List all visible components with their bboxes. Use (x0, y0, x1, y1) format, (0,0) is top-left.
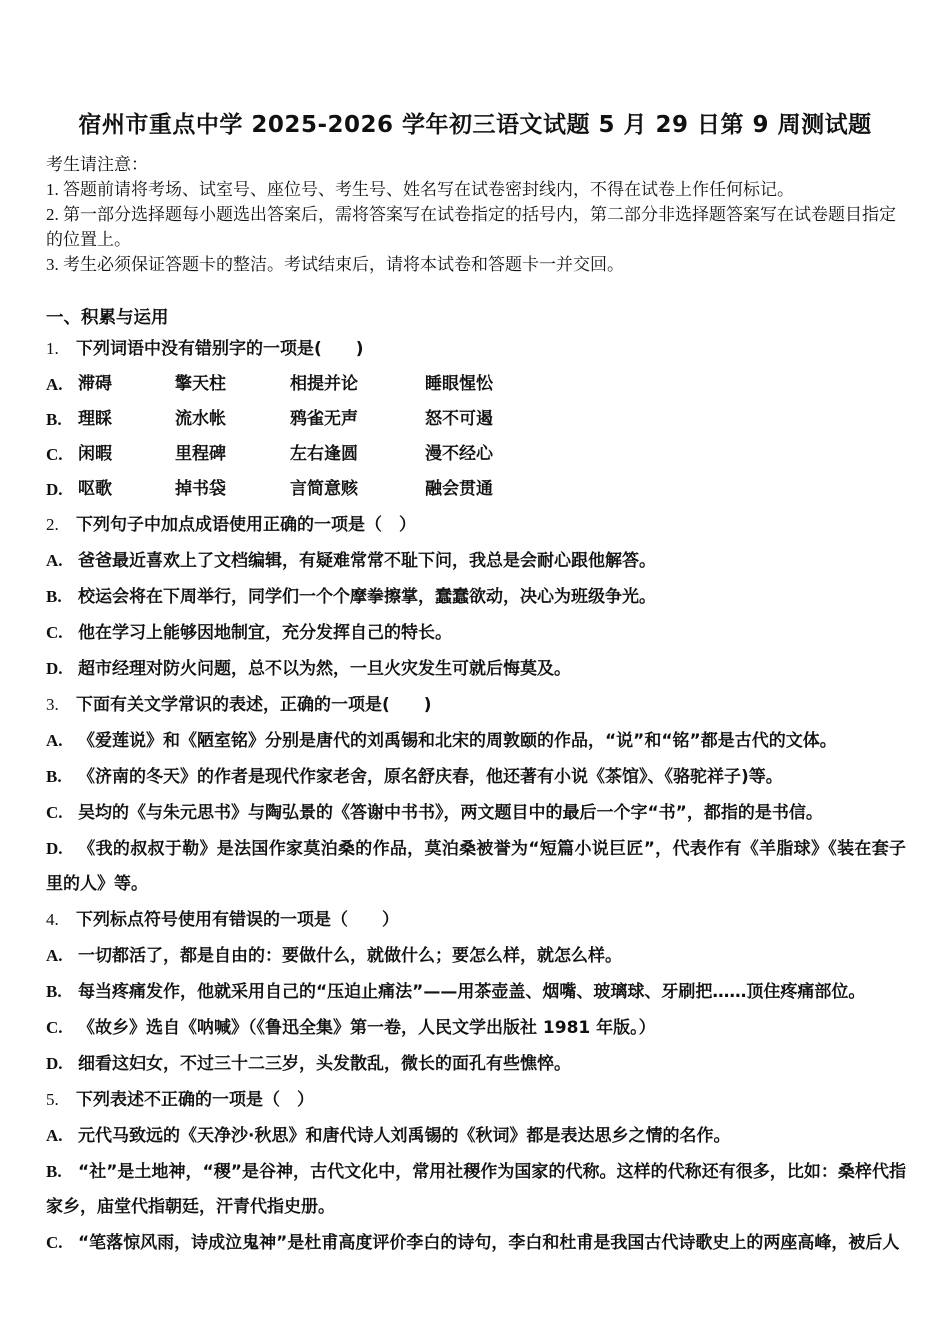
question-number: 1. (46, 339, 59, 358)
option-label: B. (46, 767, 62, 786)
option-word: 鸦雀无声 (290, 409, 358, 429)
option-label: A. (46, 946, 63, 965)
option-item (46, 615, 906, 651)
notice-section (46, 152, 904, 277)
option-item (46, 938, 906, 974)
option-label: B. (46, 982, 62, 1001)
option-label: A. (46, 375, 63, 394)
option-item (46, 1154, 906, 1225)
question-number: 4. (46, 910, 59, 929)
option-text: 爸爸最近喜欢上了文档编辑，有疑难常常不耻下问，我总是会耐心跟他解答。 (78, 551, 656, 571)
option-word: 左右逢圆 (290, 444, 358, 464)
option-label: C. (46, 803, 63, 822)
question-stem (46, 1082, 906, 1118)
notice-item: 1. 答题前请将考场、试室号、座位号、考生号、姓名写在试卷密封线内，不得在试卷上作任何标记。 (46, 180, 794, 199)
question-1 (46, 331, 906, 507)
option-word: 理睬 (78, 409, 112, 429)
option-item (46, 1118, 906, 1154)
option-word: 漫不经心 (425, 444, 493, 464)
notice-item: 2. 第一部分选择题每小题选出答案后，需将答案写在试卷指定的括号内，第二部分非选择题答案写在试卷题目指定的位置上。 (46, 205, 896, 249)
question-stem (46, 331, 906, 367)
option-label: D. (46, 839, 63, 858)
option-label: A. (46, 551, 63, 570)
option-text: 元代马致远的《天净沙·秋思》和唐代诗人刘禹锡的《秋词》都是表达思乡之情的名作。 (78, 1126, 731, 1146)
option-text: 每当疼痛发作，他就采用自己的“压迫止痛法”——用茶壶盖、烟嘴、玻璃球、牙刷把……顶住疼痛部位。 (78, 982, 866, 1002)
option-row (46, 402, 906, 437)
option-label: C. (46, 1018, 63, 1037)
option-text: 《我的叔叔于勒》是法国作家莫泊桑的作品，莫泊桑被誉为“短篇小说巨匠”，代表作有《羊脂球》《装在套子里的人》等。 (46, 839, 906, 894)
question-stem (46, 902, 906, 938)
question-stem-text: 下面有关文学常识的表述，正确的一项是( ) (76, 695, 432, 715)
option-label: B. (46, 1162, 62, 1181)
option-text: 《爱莲说》和《陋室铭》分别是唐代的刘禹锡和北宋的周敦颐的作品，“说”和“铭”都是古代的文体。 (78, 731, 837, 751)
option-text: 他在学习上能够因地制宜，充分发挥自己的特长。 (78, 623, 452, 643)
option-word: 呕歌 (78, 479, 112, 499)
option-label: D. (46, 1054, 63, 1073)
question-stem-text: 下列词语中没有错别字的一项是( ) (76, 339, 364, 359)
option-label: B. (46, 587, 62, 606)
option-row (46, 437, 906, 472)
question-5 (46, 1082, 906, 1261)
option-label: B. (46, 410, 62, 429)
option-text: “社”是土地神，“稷”是谷神，古代文化中，常用社稷作为国家的代称。这样的代称还有很多，比如：桑梓代指家乡，庙堂代指朝廷，汗青代指史册。 (46, 1162, 906, 1217)
question-number: 5. (46, 1090, 59, 1109)
option-label: C. (46, 1233, 63, 1252)
option-word: 流水帐 (175, 409, 226, 429)
question-list (46, 331, 906, 1261)
page-title: 宿州市重点中学 2025-2026 学年初三语文试题 5 月 29 日第 9 周测试题 (78, 112, 872, 138)
option-item (46, 579, 906, 615)
question-stem (46, 687, 906, 723)
option-text: 《故乡》选自《呐喊》（《鲁迅全集》第一卷，人民文学出版社 1981 年版。） (78, 1018, 656, 1038)
option-label: C. (46, 445, 63, 464)
question-stem-text: 下列表述不正确的一项是（ ） (76, 1090, 314, 1110)
option-item (46, 795, 906, 831)
section-heading: 一、积累与运用 (46, 308, 169, 328)
option-item (46, 1046, 906, 1082)
option-word: 滞碍 (78, 374, 112, 394)
option-word: 融会贯通 (425, 479, 493, 499)
notice-heading: 考生请注意： (46, 155, 148, 174)
option-item (46, 723, 906, 759)
option-text: 校运会将在下周举行，同学们一个个摩拳擦掌，蠢蠢欲动，决心为班级争光。 (78, 587, 656, 607)
option-text: 超市经理对防火问题，总不以为然，一旦火灾发生可就后悔莫及。 (78, 659, 571, 679)
option-word: 擎天柱 (175, 374, 226, 394)
option-item (46, 543, 906, 579)
question-stem-text: 下列句子中加点成语使用正确的一项是（ ） (76, 515, 416, 535)
option-word: 言简意赅 (290, 479, 358, 499)
option-text: 一切都活了，都是自由的：要做什么，就做什么；要怎么样，就怎么样。 (78, 946, 622, 966)
option-word: 掉书袋 (175, 479, 226, 499)
question-stem-text: 下列标点符号使用有错误的一项是（ ） (76, 910, 399, 930)
option-row (46, 367, 906, 402)
option-word: 里程碑 (175, 444, 226, 464)
option-item (46, 1010, 906, 1046)
option-item (46, 974, 906, 1010)
question-4 (46, 902, 906, 1082)
option-word: 睡眼惺忪 (425, 374, 493, 394)
option-item (46, 1225, 906, 1261)
option-text: “笔落惊风雨，诗成泣鬼神”是杜甫高度评价李白的诗句，李白和杜甫是我国古代诗歌史上的两座高峰，被后人 (78, 1233, 900, 1253)
option-word: 闲暇 (78, 444, 112, 464)
option-text: 细看这妇女，不过三十二三岁，头发散乱，微长的面孔有些憔悴。 (78, 1054, 571, 1074)
option-text: 《济南的冬天》的作者是现代作家老舍，原名舒庆春，他还著有小说《茶馆》、《骆驼祥子)等。 (78, 767, 783, 787)
option-item (46, 651, 906, 687)
option-label: D. (46, 480, 63, 499)
option-label: A. (46, 731, 63, 750)
option-label: D. (46, 659, 63, 678)
notice-item: 3. 考生必须保证答题卡的整洁。考试结束后，请将本试卷和答题卡一并交回。 (46, 255, 624, 274)
option-item (46, 831, 906, 902)
option-row (46, 472, 906, 507)
question-3 (46, 687, 906, 902)
option-word: 相提并论 (290, 374, 358, 394)
question-number: 2. (46, 515, 59, 534)
option-label: A. (46, 1126, 63, 1145)
option-word: 怒不可遏 (425, 409, 493, 429)
option-item (46, 759, 906, 795)
question-2 (46, 507, 906, 687)
option-text: 吴均的《与朱元思书》与陶弘景的《答谢中书书》，两文题目中的最后一个字“书”，都指的是书信。 (78, 803, 823, 823)
question-number: 3. (46, 695, 59, 714)
question-stem (46, 507, 906, 543)
option-label: C. (46, 623, 63, 642)
